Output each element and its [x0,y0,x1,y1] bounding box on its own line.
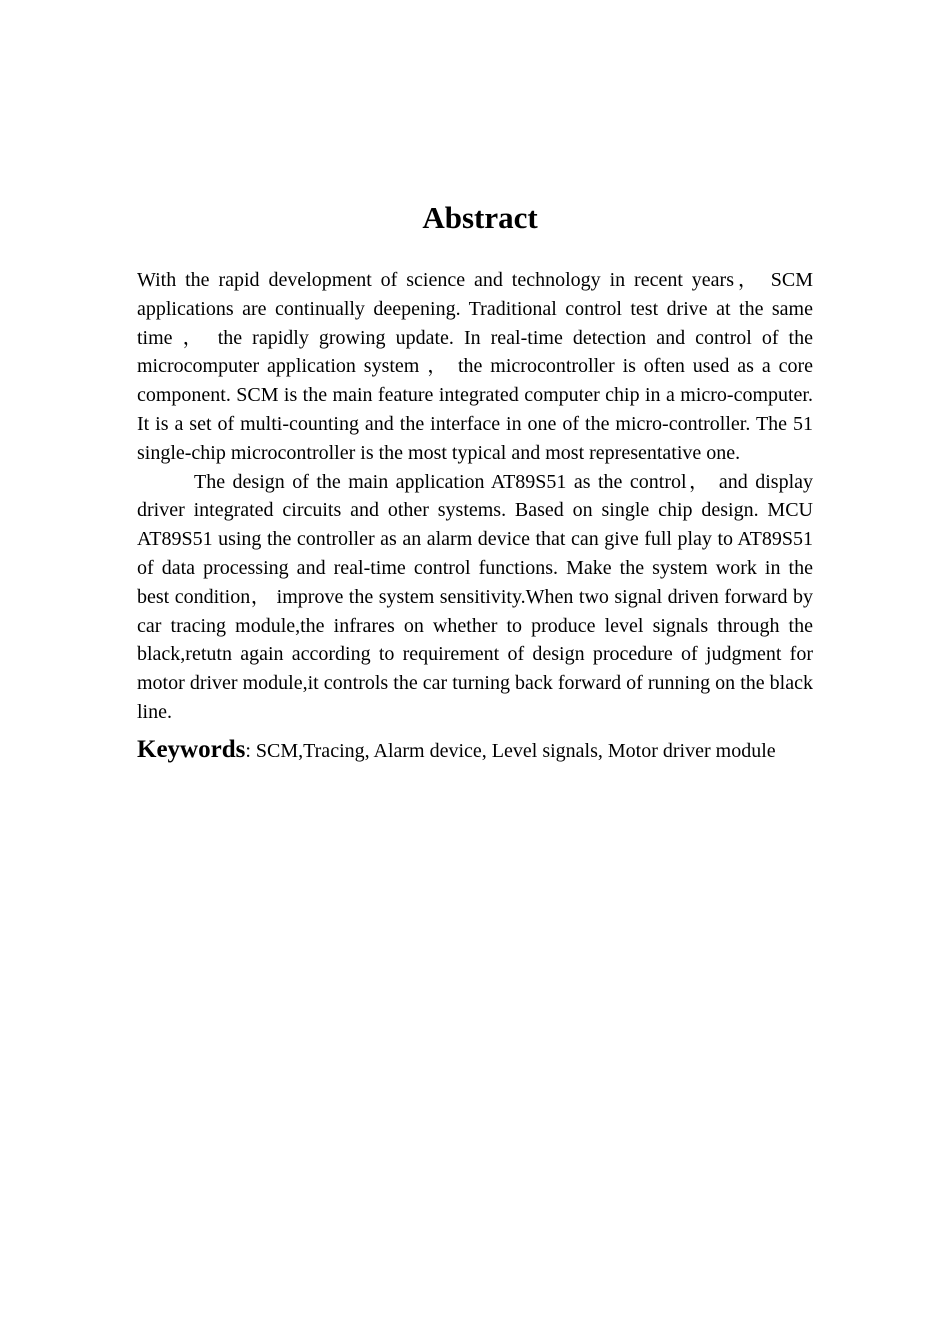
keywords-label: Keywords [137,735,246,763]
keywords-text: SCM,Tracing, Alarm device, Level signals, Motor driver module [250,739,776,762]
document-page [137,196,813,766]
keywords-line [137,736,813,766]
abstract-paragraph-1: With the rapid development of science and technology in recent years， SCM applications are continually deepening. Traditional control test drive at the same time ， the rapidly growing update. In real-time detection and control of the microcomputer application system ， the microcontroller is often used as a core component. SCM is the main feature integrated computer chip in a micro-computer. It is a set of multi-counting and the interface in one of the micro-controller. The 51 single-chip microcontroller is the most typical and most representative one. [137,269,813,464]
abstract-paragraph-2: The design of the main application AT89S51 as the control， and display driver integrated circuits and other systems. Based on single chip design. MCU AT89S51 using the controller as an alarm device that can give full play to AT89S51 of data processing and real-time control functions. Make the system work in the best condition， improve the system sensitivity.When two signal driven forward by car tracing module,the infrares on whether to produce level signals through the black,retutn again according to requirement of design procedure of judgment for motor driver module,it controls the car turning back forward of running on the black line. [137,470,813,723]
keywords-separator: : [245,739,251,762]
page-title: Abstract [422,200,538,235]
